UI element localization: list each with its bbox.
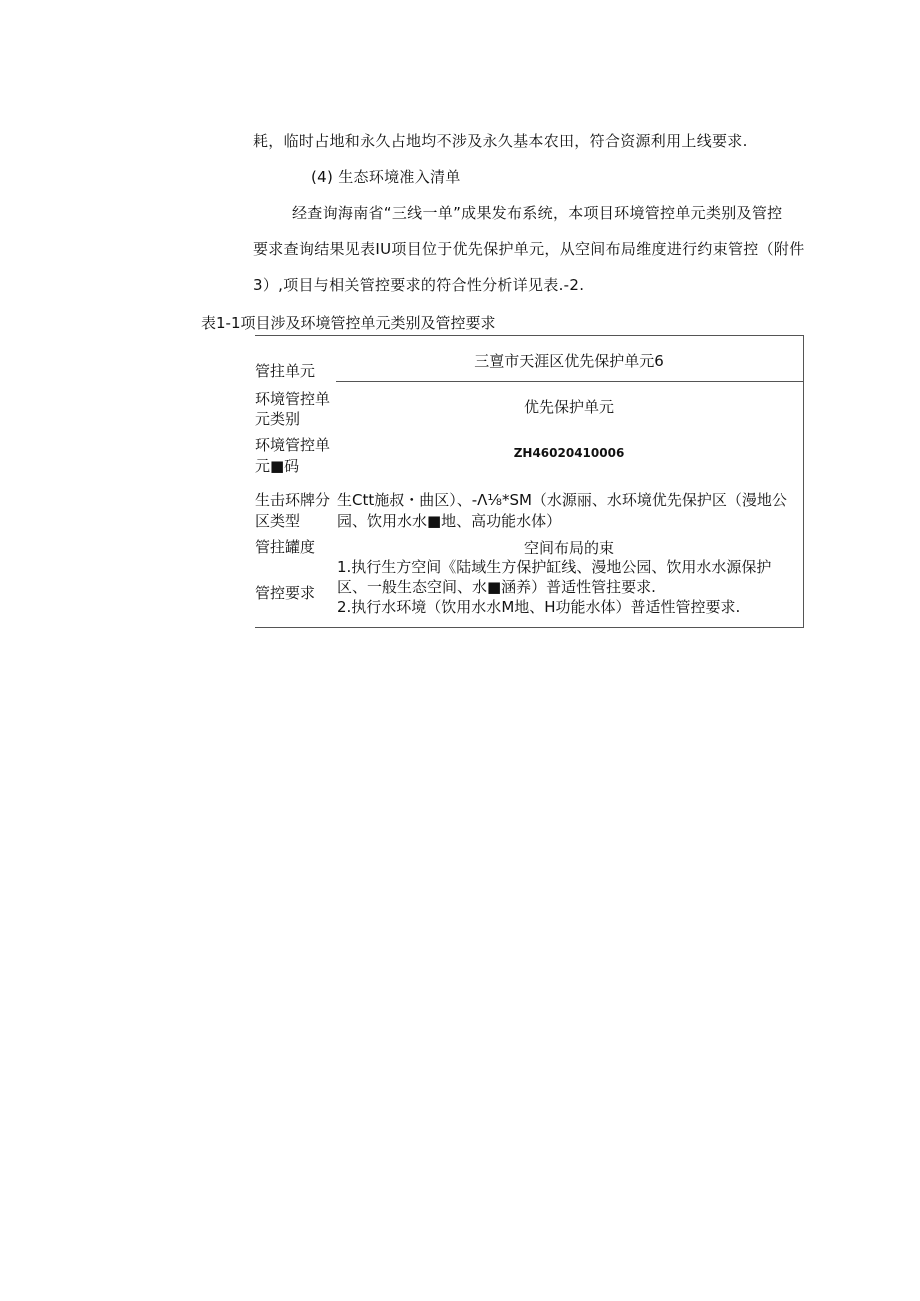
row-value-dimension: 空间布局的束	[523, 539, 614, 557]
row-label-zone: 生击环牌分	[255, 491, 331, 509]
row-label-zone: 区类型	[255, 512, 301, 530]
row-value-requirement: 区、一般生态空间、水■涵养）普适性管拄要求.	[337, 578, 656, 596]
row-value-requirement: 1.执行生方空间《陆域生方保护缸线、漫地公园、饮用水水源保护	[337, 558, 772, 576]
row-value-zone: 园、饮用水水■地、高功能水体）	[337, 512, 562, 530]
row-value-zone: 生Ctt施叔・曲区）、-Λ⅛*SM（水源丽、水环境优先保护区（漫地公	[337, 491, 787, 509]
table-rule	[336, 381, 804, 382]
paragraph-line: 要求查询结果见表IU项目位于优先保护单元，从空间布局维度进行约束管控（附件	[253, 240, 805, 258]
row-label-category: 元类别	[255, 410, 301, 428]
row-value-requirement: 2.执行水环境（饮用水水M地、H功能水体）普适性管控要求.	[337, 598, 741, 616]
row-value-unit: 三亶市天涯区优先保护单元6	[474, 352, 664, 370]
row-value-category: 优先保护单元	[523, 398, 614, 416]
section-heading: (4) 生态环境准入清单	[311, 168, 461, 186]
row-value-code: ZH46020410006	[513, 446, 625, 460]
row-label-category: 环境管控单	[255, 390, 331, 408]
row-label-unit: 管拄单元	[255, 362, 316, 380]
paragraph-line: 3）,项目与相关管控要求的符合性分析详见表.-2.	[253, 276, 585, 294]
row-label-code: 环境管控单	[255, 436, 331, 454]
paragraph-line: 经查询海南省“三线一单”成果发布系统，本项目环境管控单元类别及管控	[292, 204, 783, 222]
table-caption: 表1-1项目涉及环境管控单元类别及管控要求	[201, 314, 496, 332]
paragraph-line: 耗，临时占地和永久占地均不涉及永久基本农田，符合资源利用上线要求.	[253, 132, 748, 150]
row-label-dimension: 管拄罐度	[255, 538, 316, 556]
row-label-requirement: 管控要求	[255, 584, 316, 602]
row-label-code: 元■码	[255, 457, 300, 475]
